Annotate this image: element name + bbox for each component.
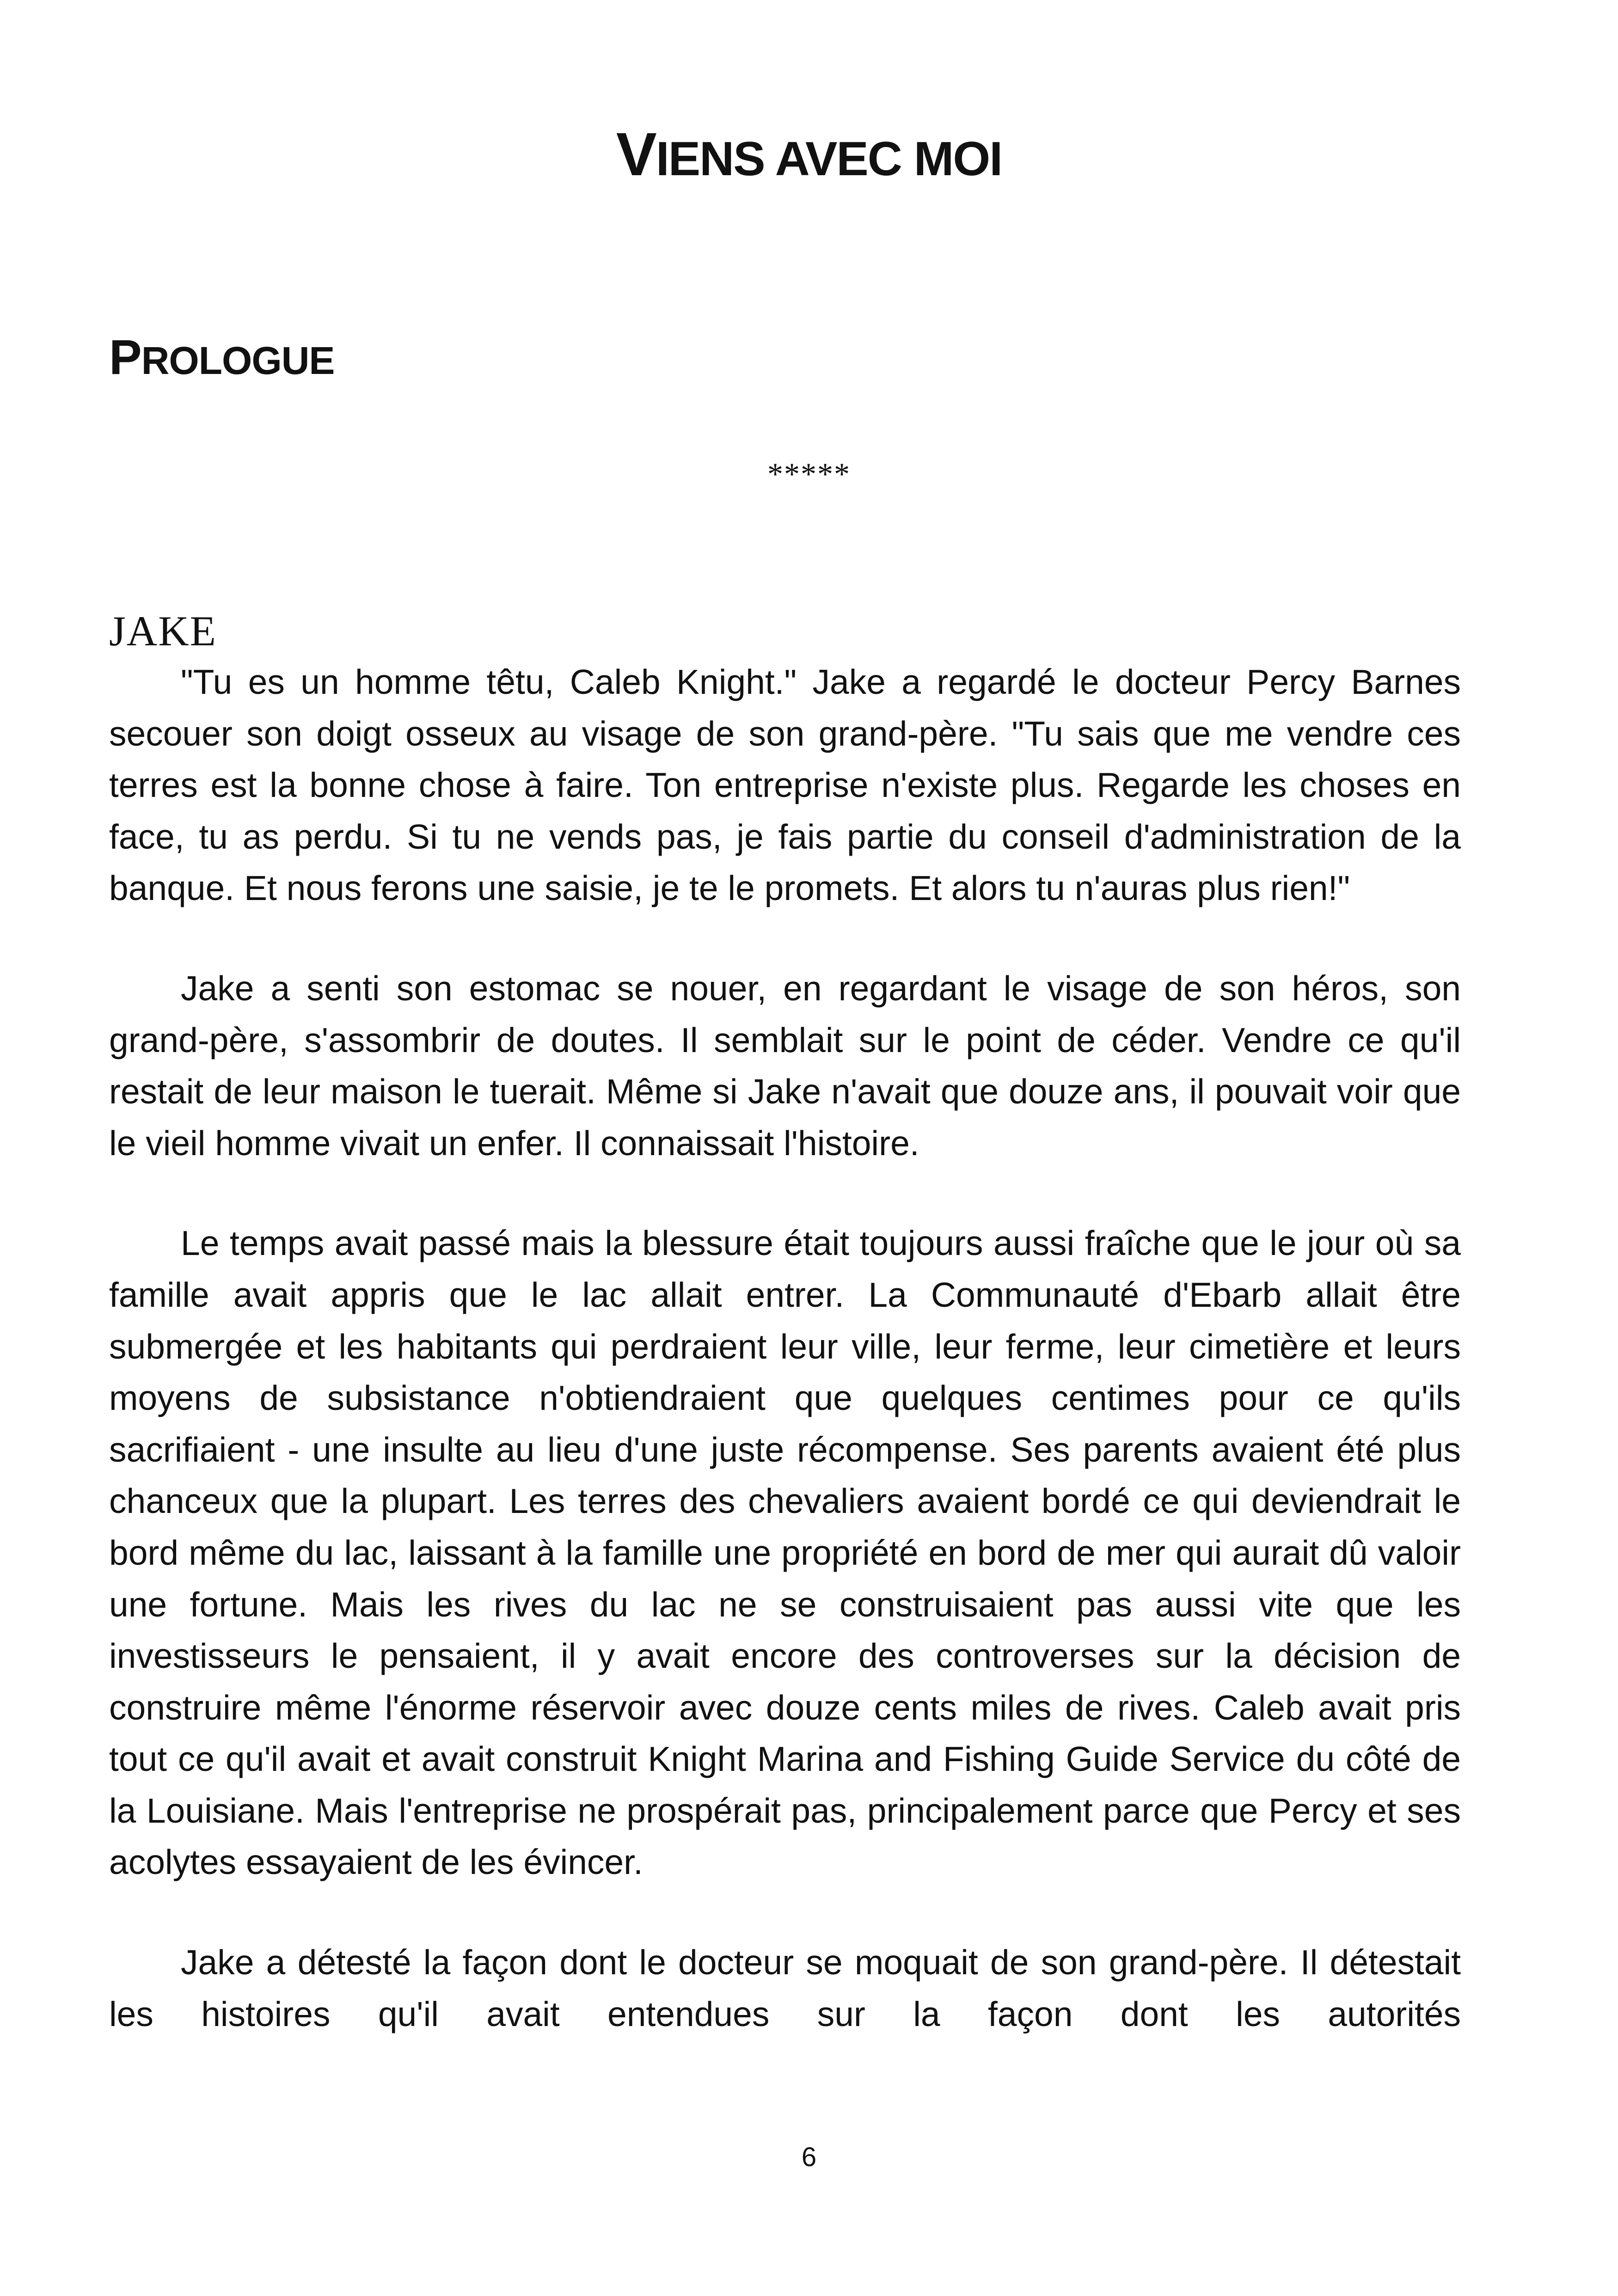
paragraph: Le temps avait passé mais la blessure était toujours aussi fraîche que le jour où sa famille avait appris que le lac allait entrer. La Communauté d'Ebarb allait être submergée et les habitants qui perdraient leur ville, leur ferme, leur cimetière et leurs moyens de subsistance n'obtiendraient que quelques centimes pour ce qu'ils sacrifiaient - une insulte au lieu d'une juste récompense. Ses parents avaient été plus chanceux que la plupart. Les terres des chevaliers avaient bordé ce qui deviendrait le bord même du lac, laissant à la famille une propriété en bord de mer qui aurait dû valoir une fortune. Mais les rives du lac ne se construisaient pas aussi vite que les investisseurs le pensaient, il y avait encore des controverses sur la décision de construire même l'énorme réservoir avec douze cents miles de rives. Caleb avait pris tout ce qu'il avait et avait construit Knight Marina and Fishing Guide Service du côté de la Louisiane. Mais l'entreprise ne prospérait pas, principalement parce que Percy et ses acolytes essayaient de les évincer.	[109, 1224, 1461, 1882]
book-title-initial: V	[616, 120, 656, 188]
page-number: 6	[801, 2142, 817, 2172]
paragraph: Jake a détesté la façon dont le docteur se moquait de son grand-père. Il détestait les histoires qu'il avait entendues sur la façon dont les autorités	[109, 1943, 1461, 2033]
body-text	[109, 656, 1461, 2088]
scene-separator: *****	[767, 456, 851, 491]
chapter-title	[109, 328, 334, 387]
paragraph: "Tu es un homme têtu, Caleb Knight." Jake a regardé le docteur Percy Barnes secouer son doigt osseux au visage de son grand-père. "Tu sais que me vendre ces terres est la bonne chose à faire. Ton entreprise n'existe plus. Regarde les choses en face, tu as perdu. Si tu ne vends pas, je fais partie du conseil d'administration de la banque. Et nous ferons une saisie, je te le promets. Et alors tu n'auras plus rien!"	[109, 662, 1461, 908]
chapter-title-small-caps: ROLOGUE	[141, 339, 335, 382]
chapter-title-initial: P	[109, 330, 141, 385]
section-character-name: JAKE	[109, 607, 217, 655]
book-title-small-caps: IENS AVEC MOI	[656, 132, 1002, 186]
book-title	[0, 118, 1618, 191]
paragraph: Jake a senti son estomac se nouer, en regardant le visage de son héros, son grand-père, s'assombrir de doutes. Il semblait sur le point de céder. Vendre ce qu'il restait de leur maison le tuerait. Même si Jake n'avait que douze ans, il pouvait voir que le vieil homme vivait un enfer. Il connaissait l'histoire.	[109, 968, 1461, 1163]
